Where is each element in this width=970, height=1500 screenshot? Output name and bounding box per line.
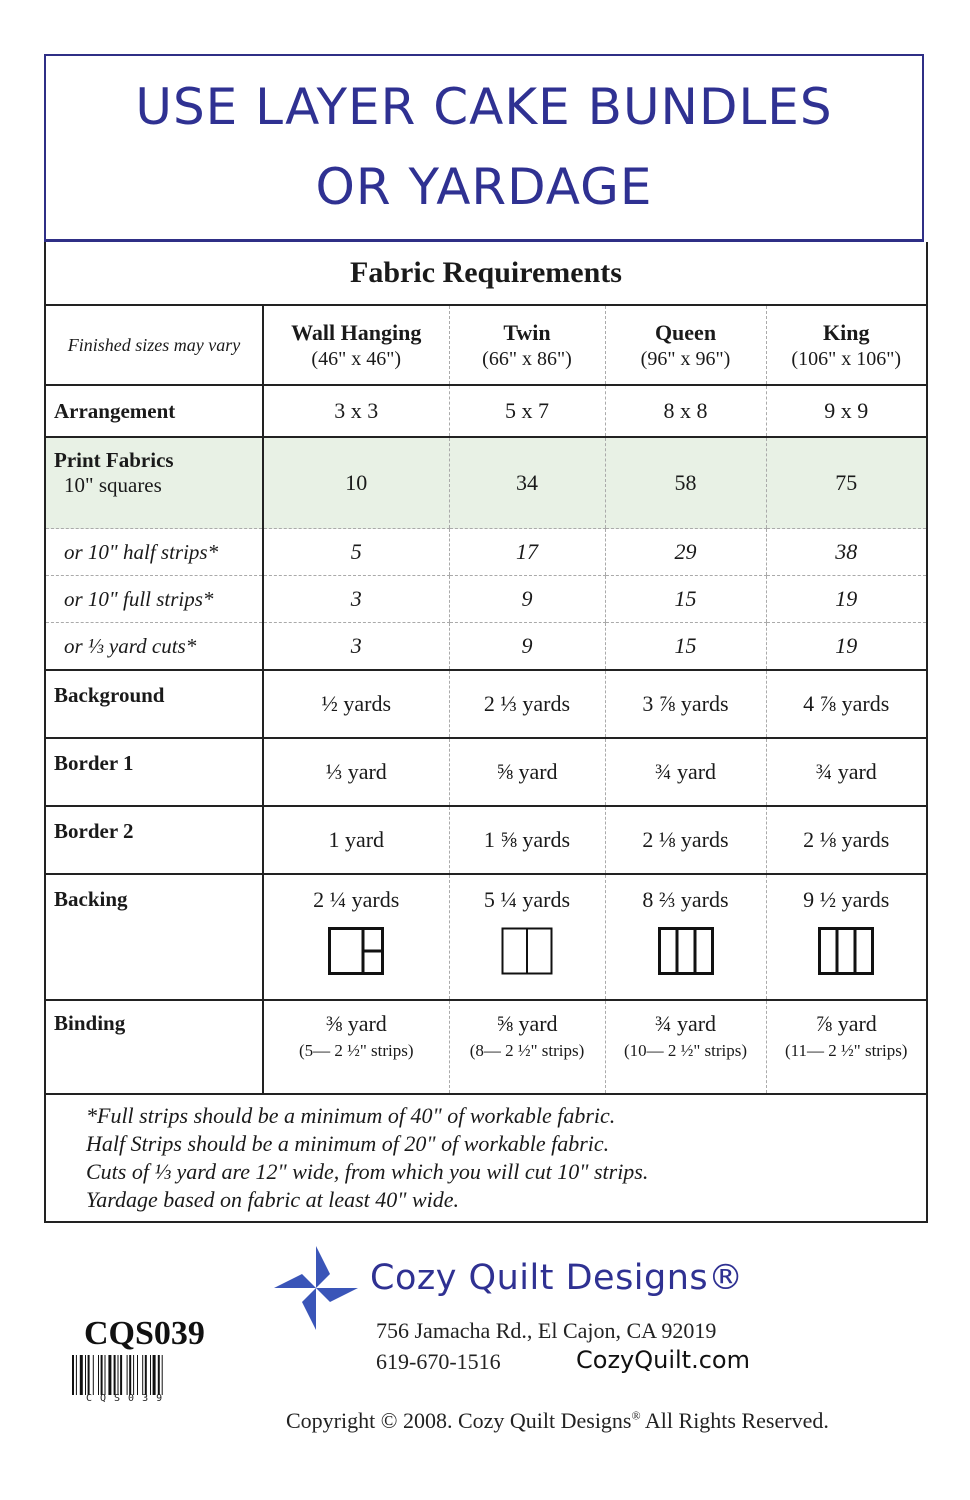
barcode-bar: [98, 1355, 99, 1395]
note-line: Yardage based on fabric at least 40" wide.: [86, 1187, 460, 1212]
barcode-bar: [145, 1355, 147, 1395]
table-cell: 19: [766, 576, 927, 623]
col-size: (96" x 96"): [640, 347, 731, 370]
brand-name: Cozy Quilt Designs®: [370, 1258, 744, 1298]
table-row-border-1: [45, 738, 927, 806]
row-label: Backing: [45, 874, 263, 1000]
table-heading: Fabric Requirements: [45, 242, 927, 305]
barcode-bar: [93, 1355, 94, 1395]
barcode-bar: [105, 1355, 106, 1395]
col-header-queen: [605, 305, 766, 385]
phone: 619-670-1516: [376, 1349, 501, 1374]
col-name: Wall Hanging: [291, 319, 422, 345]
note-line: Cuts of ⅓ yard are 12" wide, from which you will cut 10" strips.: [86, 1159, 649, 1184]
backing-value: 2 ¼ yards: [313, 887, 400, 912]
row-label: or ⅓ yard cuts*: [45, 623, 263, 671]
finished-sizes-note: Finished sizes may vary: [45, 305, 263, 385]
col-header-king: [766, 305, 927, 385]
barcode-bar: [127, 1355, 128, 1395]
table-cell: [766, 874, 927, 1000]
table-cell: 9 x 9: [766, 385, 927, 437]
table-cell: [605, 1000, 766, 1094]
row-label: Binding: [45, 1000, 263, 1094]
table-cell: 2 ⅛ yards: [605, 806, 766, 874]
row-label: [45, 437, 263, 529]
row-label: Border 2: [45, 806, 263, 874]
table-cell: [263, 874, 449, 1000]
barcode-bar: [88, 1355, 90, 1395]
barcode-bar: [133, 1355, 134, 1395]
col-name: Queen: [654, 319, 717, 345]
table-row-arrangement: [45, 385, 927, 437]
table-cell: [766, 1000, 927, 1094]
table-cell: 9: [449, 576, 605, 623]
table-cell: 15: [605, 576, 766, 623]
table-row-half-strips: [45, 529, 927, 576]
barcode-bar: [114, 1355, 116, 1395]
backing-value: 8 ⅔ yards: [642, 887, 729, 912]
title-line-1: USE LAYER CAKE BUNDLES: [135, 78, 833, 136]
registered-mark: ®: [631, 1408, 641, 1423]
col-name: King: [823, 319, 870, 345]
table-cell: 38: [766, 529, 927, 576]
table-cell: 17: [449, 529, 605, 576]
table-cell: 9: [449, 623, 605, 671]
barcode-bar: [118, 1355, 119, 1395]
barcode-bar: [142, 1355, 143, 1395]
copyright-suffix: All Rights Reserved.: [640, 1408, 829, 1433]
note-line: Half Strips should be a minimum of 20" of workable fabric.: [86, 1131, 610, 1156]
product-code: CQS039: [84, 1315, 205, 1352]
barcode-bar: [137, 1355, 138, 1395]
title-line-2: OR YARDAGE: [315, 158, 653, 216]
table-cell: 2 ⅛ yards: [766, 806, 927, 874]
backing-layout-icon: [328, 927, 384, 975]
backing-value: 5 ¼ yards: [483, 887, 571, 912]
table-cell: 4 ⅞ yards: [766, 670, 927, 738]
table-cell: 8 x 8: [605, 385, 766, 437]
table-cell: 3: [263, 623, 449, 671]
binding-value: ⅜ yard: [325, 1011, 387, 1036]
barcode-bar: [76, 1355, 77, 1395]
barcode-bar: [162, 1355, 163, 1395]
pinwheel-logo-icon: [272, 1244, 360, 1332]
copyright-text: Copyright © 2008. Cozy Quilt Designs: [286, 1408, 632, 1433]
table-cell: 29: [605, 529, 766, 576]
row-label: Background: [45, 670, 263, 738]
barcode-bar: [108, 1355, 111, 1395]
binding-value: ¾ yard: [654, 1011, 717, 1036]
binding-strips: (11— 2 ½" strips): [785, 1041, 908, 1060]
table-row-background: [45, 670, 927, 738]
barcode-bar: [85, 1355, 86, 1395]
table-cell: 3 ⅞ yards: [605, 670, 766, 738]
table-cell: 58: [605, 437, 766, 529]
table-cell: 5 x 7: [449, 385, 605, 437]
row-label: or 10" full strips*: [45, 576, 263, 623]
table-cell: [263, 1000, 449, 1094]
table-row-full-strips: [45, 576, 927, 623]
table-cell: [449, 1000, 605, 1094]
notes-row: [45, 1094, 927, 1222]
row-label: Border 1: [45, 738, 263, 806]
binding-value: ⅝ yard: [496, 1011, 558, 1036]
col-header-twin: [449, 305, 605, 385]
col-header-wall-hanging: [263, 305, 449, 385]
table-cell: 75: [766, 437, 927, 529]
col-size: (46" x 46"): [311, 347, 402, 370]
address: 756 Jamacha Rd., El Cajon, CA 92019: [376, 1318, 717, 1343]
col-name: Twin: [503, 319, 551, 345]
table-cell: 19: [766, 623, 927, 671]
table-cell: ⅝ yard: [449, 738, 605, 806]
backing-layout-icon: [501, 927, 553, 975]
notes: [45, 1094, 927, 1222]
backing-value: 9 ½ yards: [803, 887, 890, 912]
col-size: (106" x 106"): [791, 347, 902, 370]
row-label: or 10" half strips*: [45, 529, 263, 576]
title-box: [44, 54, 924, 242]
barcode-bar: [153, 1355, 156, 1395]
row-label-sub: 10" squares: [64, 473, 162, 497]
table-cell: 3: [263, 576, 449, 623]
table-cell: 5: [263, 529, 449, 576]
row-label-main: Print Fabrics: [54, 448, 174, 472]
table-cell: [605, 874, 766, 1000]
fabric-requirements-table: [44, 242, 928, 1223]
copyright: [286, 1408, 829, 1434]
barcode-bar: [101, 1355, 103, 1395]
binding-strips: (8— 2 ½" strips): [469, 1041, 585, 1060]
table-row-border-2: [45, 806, 927, 874]
table-cell: 2 ⅓ yards: [449, 670, 605, 738]
barcode-icon: [72, 1355, 224, 1395]
barcode-bar: [129, 1355, 131, 1395]
binding-value: ⅞ yard: [815, 1011, 877, 1036]
binding-strips: (10— 2 ½" strips): [623, 1041, 748, 1060]
table-row-third-yard: [45, 623, 927, 671]
table-cell: ¾ yard: [605, 738, 766, 806]
barcode-bar: [120, 1355, 122, 1395]
table-row-binding: [45, 1000, 927, 1094]
table-cell: 1 yard: [263, 806, 449, 874]
col-size: (66" x 86"): [482, 347, 572, 370]
table-row-backing: [45, 874, 927, 1000]
binding-strips: (5— 2 ½" strips): [298, 1041, 414, 1060]
website-link[interactable]: CozyQuilt.com: [576, 1346, 750, 1374]
note-line: *Full strips should be a minimum of 40" of workable fabric.: [86, 1103, 616, 1128]
table-row-print-fabrics: [45, 437, 927, 529]
table-cell: 34: [449, 437, 605, 529]
table-cell: [449, 874, 605, 1000]
table-cell: 15: [605, 623, 766, 671]
table-cell: 1 ⅝ yards: [449, 806, 605, 874]
barcode-text: CQS039: [86, 1393, 171, 1404]
table-cell: ½ yards: [263, 670, 449, 738]
barcode-bar: [72, 1355, 74, 1395]
table-cell: ¾ yard: [766, 738, 927, 806]
backing-layout-icon: [818, 927, 874, 975]
barcode-bar: [80, 1355, 83, 1395]
table-cell: 3 x 3: [263, 385, 449, 437]
barcode-bar: [150, 1355, 151, 1395]
backing-layout-icon: [658, 927, 714, 975]
row-label: Arrangement: [45, 385, 263, 437]
table-cell: ⅓ yard: [263, 738, 449, 806]
table-cell: 10: [263, 437, 449, 529]
barcode-bar: [158, 1355, 160, 1395]
